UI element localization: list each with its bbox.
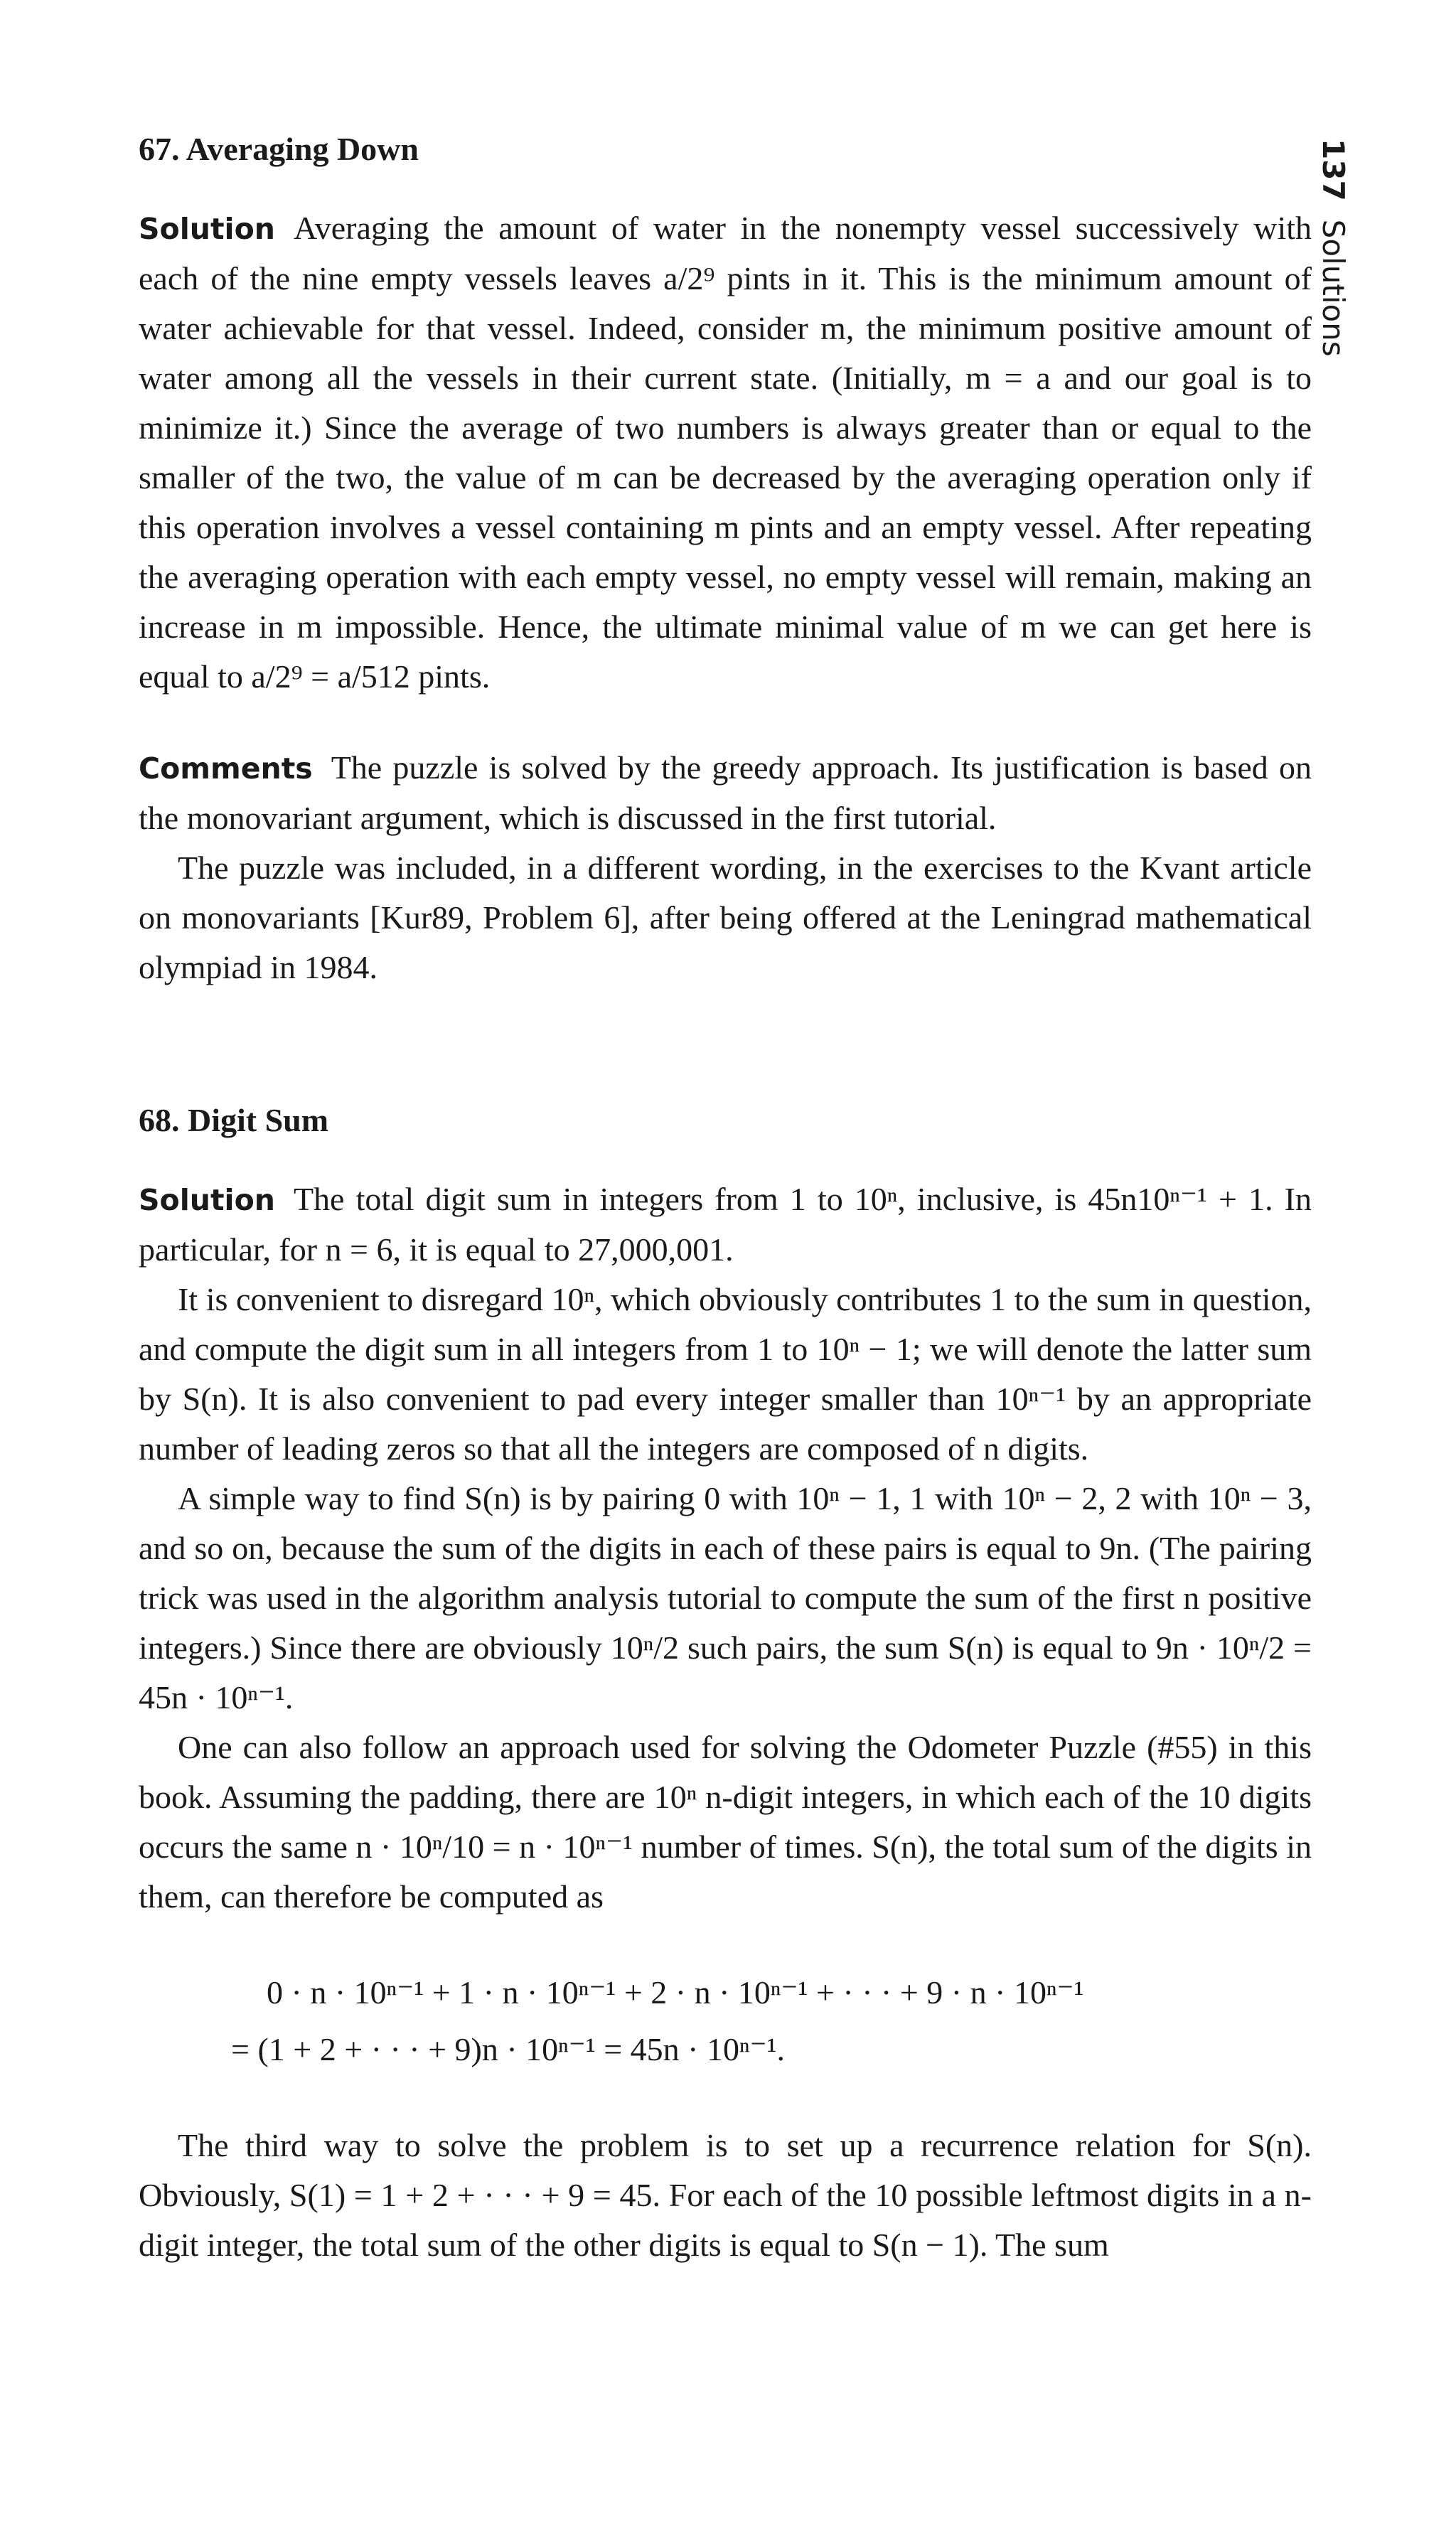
- s67-comments-text: The puzzle is solved by the greedy approach. Its justification is based on the monovariant argument, which is discussed in the first tutorial.: [139, 749, 1312, 836]
- s68-solution-label: Solution: [139, 1183, 275, 1217]
- running-head: [1316, 139, 1351, 357]
- s68-paragraph-5: The third way to solve the problem is to set up a recurrence relation for S(n). Obviously, S(1) = 1 + 2 + · · · + 9 = 45. For each of the 10 possible leftmost digits in a n-digit integer, the total sum of the other digits is equal to S(n − 1). The sum: [139, 2127, 1312, 2263]
- s67-comments: [139, 743, 1312, 843]
- s68-solution: [139, 1174, 1312, 1275]
- equation-line-1: 0 · n · 10ⁿ⁻¹ + 1 · n · 10ⁿ⁻¹ + 2 · n · 10ⁿ⁻¹ + · · · + 9 · n · 10ⁿ⁻¹: [267, 1974, 1084, 2011]
- s67-solution: [139, 203, 1312, 702]
- s68-paragraph-4: One can also follow an approach used for solving the Odometer Puzzle (#55) in this book. Assuming the padding, there are 10ⁿ n-digit integers, in which each of the 10 digits occurs the same n · 10ⁿ/10 = n · 10ⁿ⁻¹ number of times. S(n), the total sum of the digits in them, can therefore be computed as: [139, 1729, 1312, 1915]
- s67-comments-label: Comments: [139, 751, 313, 786]
- display-equation: [139, 1964, 1312, 2078]
- section-67-title: 67. Averaging Down: [139, 131, 419, 167]
- page-number: 137: [1316, 139, 1351, 201]
- running-head-section: Solutions: [1316, 219, 1351, 357]
- section-68-title: 68. Digit Sum: [139, 1102, 329, 1138]
- s67-solution-label: Solution: [139, 212, 275, 246]
- s68-solution-text: The total digit sum in integers from 1 to 10ⁿ, inclusive, is 45n10ⁿ⁻¹ + 1. In particular, for n = 6, it is equal to 27,000,001.: [139, 1181, 1312, 1268]
- main-text: [139, 128, 1312, 2270]
- s68-paragraph-2: It is convenient to disregard 10ⁿ, which obviously contributes 1 to the sum in question, and compute the digit sum in all integers from 1 to 10ⁿ − 1; we will denote the latter sum by S(n). It is also convenient to pad every integer smaller than 10ⁿ⁻¹ by an appropriate number of leading zeros so that all the integers are composed of n digits.: [139, 1281, 1312, 1467]
- s68-paragraph-3: A simple way to find S(n) is by pairing 0 with 10ⁿ − 1, 1 with 10ⁿ − 2, 2 with 10ⁿ − 3, and so on, because the sum of the digits in each of these pairs is equal to 9n. (The pairing trick was used in the algorithm analysis tutorial to compute the sum of the first n positive integers.) Since there are obviously 10ⁿ/2 such pairs, the sum S(n) is equal to 9n · 10ⁿ/2 = 45n · 10ⁿ⁻¹.: [139, 1480, 1312, 1715]
- equation-line-2: = (1 + 2 + · · · + 9)n · 10ⁿ⁻¹ = 45n · 10ⁿ⁻¹.: [231, 2031, 786, 2067]
- s67-comments-p2: The puzzle was included, in a different wording, in the exercises to the Kvant article on monovariants [Kur89, Problem 6], after being offered at the Leningrad mathematical olympiad in 1984.: [139, 850, 1312, 985]
- s67-solution-text: Averaging the amount of water in the nonempty vessel successively with each of the nine empty vessels leaves a/2⁹ pints in it. This is the minimum amount of water achievable for that vessel. Indeed, consider m, the minimum positive amount of water among all the vessels in their current state. (Initially, m = a and our goal is to minimize it.) Since the average of two numbers is always greater than or equal to the smaller of the two, the value of m can be decreased by the averaging operation only if this operation involves a vessel containing m pints and an empty vessel. After repeating the averaging operation with each empty vessel, no empty vessel will remain, making an increase in m impossible. Hence, the ultimate minimal value of m we can get here is equal to a/2⁹ = a/512 pints.: [139, 210, 1312, 695]
